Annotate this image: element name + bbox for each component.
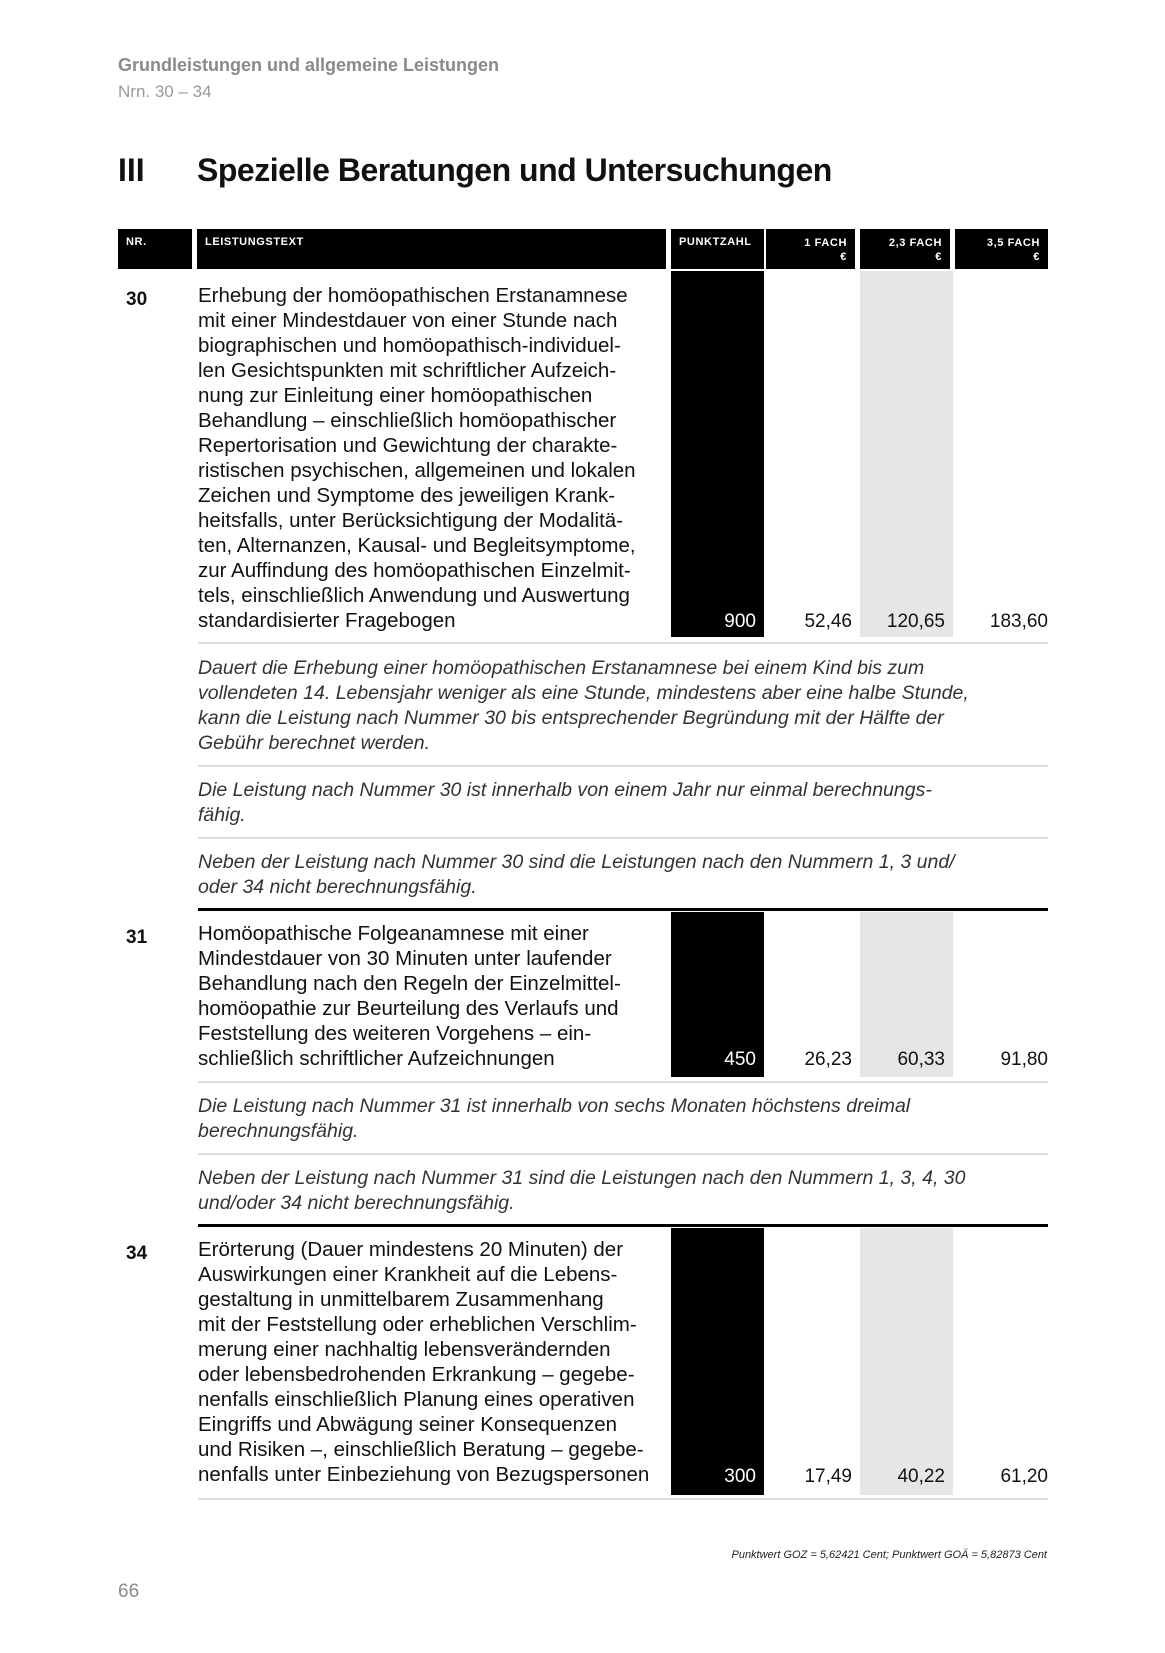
row-number: 34: [126, 1243, 148, 1264]
punktzahl-column-band: [671, 271, 764, 637]
header-2-3-fach: [860, 229, 950, 269]
row-divider: [198, 1153, 1048, 1155]
row-separator: [198, 1224, 1048, 1227]
punktzahl-column-band: [671, 1228, 764, 1495]
header-3-5-fach-label: 3,5 FACH: [986, 237, 1040, 249]
row-number: 30: [126, 289, 148, 310]
row-divider: [198, 837, 1048, 839]
fach-1-value: 17,49: [804, 1466, 852, 1487]
header-punktzahl: PUNKTZAHL: [671, 229, 764, 269]
running-header-title: Grundleistungen und allgemeine Leistungen: [118, 55, 500, 75]
punktzahl-value: 300: [724, 1466, 756, 1487]
header-3-5-fach: [955, 229, 1048, 269]
fach-3-5-value: 183,60: [989, 611, 1048, 632]
row-note: Die Leistung nach Nummer 30 ist innerhalb von einem Jahr nur einmal berechnungs- fähig.: [198, 779, 932, 826]
fach-2-3-column-band: [860, 271, 953, 637]
header-2-3-fach-currency: €: [935, 251, 942, 263]
header-leistungstext: LEISTUNGSTEXT: [197, 229, 666, 269]
header-3-5-fach-currency: €: [1033, 251, 1040, 263]
page-number: 66: [118, 1581, 140, 1602]
leistungstext: Homöopathische Folgeanamnese mit einer Mindestdauer von 30 Minuten unter laufender Behandlung nach den Regeln der Einzelmittel- homöopathie zur Beurteilung des Verlaufs und Feststellung des weiteren Vorgehens – ein- schließlich schriftlicher Aufzeichnungen: [198, 922, 621, 1070]
fach-3-5-value: 61,20: [1000, 1466, 1048, 1487]
row-note: Die Leistung nach Nummer 31 ist innerhalb von sechs Monaten höchstens dreimal berechnungsfähig.: [198, 1095, 911, 1142]
header-1-fach-label: 1 FACH: [804, 237, 847, 249]
section-title: Spezielle Beratungen und Untersuchungen: [197, 152, 832, 188]
fach-2-3-column-band: [860, 1228, 953, 1495]
row-note: Neben der Leistung nach Nummer 30 sind die Leistungen nach den Nummern 1, 3 und/ oder 34 nicht berechnungsfähig.: [198, 851, 955, 898]
leistungstext: Erhebung der homöopathischen Erstanamnese mit einer Mindestdauer von einer Stunde nach biographischen und homöopathisch-individuel- len Gesichtspunkten mit schriftlicher Aufzeich- nung zur Einleitung einer homöopathischen Behandlung – einschließlich homöopathischer Repertorisation und Gewichtung der charakte- ristischen psychischen, allgemeinen und lokalen Zeichen und Symptome des jeweiligen Krank- heitsfalls, unter Berücksichtigung der Modalitä- ten, Alternanzen, Kausal- und Begleitsymptome, zur Auffindung des homöopathischen Einzelmit- tels, einschließlich Anwendung und Auswertung standardisierter Fragebogen: [198, 284, 636, 632]
punktzahl-value: 900: [724, 611, 756, 632]
row-number: 31: [126, 927, 148, 948]
fach-1-value: 26,23: [804, 1049, 852, 1070]
fach-1-value: 52,46: [804, 611, 852, 632]
row-divider: [198, 642, 1048, 644]
running-header-subtitle: Nrn. 30 – 34: [118, 82, 212, 101]
fach-3-5-value: 91,80: [1000, 1049, 1048, 1070]
row-divider: [198, 1498, 1048, 1500]
row-note: Dauert die Erhebung einer homöopathischen Erstanamnese bei einem Kind bis zum vollendeten 14. Lebensjahr weniger als eine Stunde, mindestens aber eine halbe Stunde, kann die Leistung nach Nummer 30 bis entsprechender Begründung mit der Hälfte der Gebühr berechnet werden.: [198, 657, 969, 754]
fach-2-3-value: 120,65: [886, 611, 945, 632]
punktzahl-value: 450: [724, 1049, 756, 1070]
row-note: Neben der Leistung nach Nummer 31 sind die Leistungen nach den Nummern 1, 3, 4, 30 und/oder 34 nicht berechnungsfähig.: [198, 1167, 966, 1214]
header-1-fach-currency: €: [840, 251, 847, 263]
row-divider: [198, 1081, 1048, 1083]
row-divider: [198, 765, 1048, 767]
punktwert-footnote: Punktwert GOZ = 5,62421 Cent; Punktwert GOÄ = 5,82873 Cent: [731, 1549, 1047, 1561]
section-number: III: [118, 152, 145, 188]
fach-2-3-value: 40,22: [897, 1466, 945, 1487]
leistungstext: Erörterung (Dauer mindestens 20 Minuten) der Auswirkungen einer Krankheit auf die Lebens- gestaltung in unmittelbarem Zusammenhang mit der Feststellung oder erheblichen Verschlim- merung einer nachhaltig lebensverändernden oder lebensbedrohenden Erkrankung – gegebe- nenfalls einschließlich Planung eines operativen Eingriffs und Abwägung seiner Konsequenzen und Risiken –, einschließlich Beratung – gegebe- nenfalls unter Einbeziehung von Bezugspersonen: [198, 1238, 650, 1486]
fach-2-3-value: 60,33: [897, 1049, 945, 1070]
header-2-3-fach-label: 2,3 FACH: [888, 237, 942, 249]
header-nr: NR.: [118, 229, 192, 269]
header-1-fach: [766, 229, 855, 269]
row-separator: [198, 908, 1048, 911]
